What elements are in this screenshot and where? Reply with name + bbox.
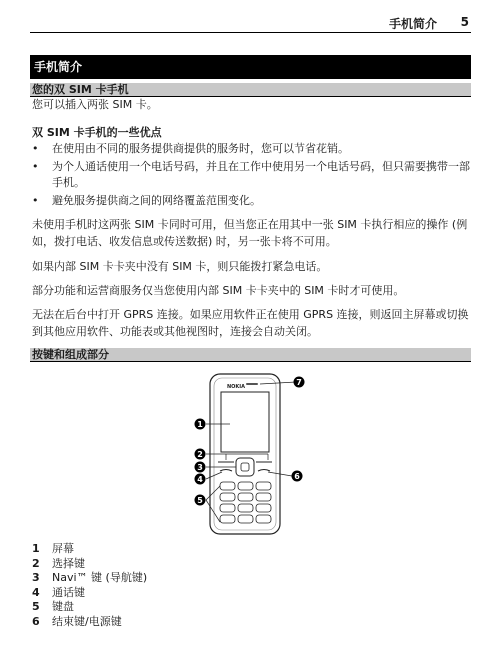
legend-number: 3 (32, 571, 40, 585)
legend-item (32, 571, 147, 586)
paragraph-sim-availability: 未使用手机时这两张 SIM 卡同时可用，但当您正在用其中一张 SIM 卡执行相应的操作 (例如，拨打电话、收发信息或传送数据) 时，另一张卡将不可用。 (32, 218, 468, 248)
section-title-dual-sim: 您的双 SIM 卡手机 (30, 83, 471, 97)
legend-number: 6 (32, 614, 40, 628)
bullet-text: 为个人通话使用一个电话号码，并且在工作中使用另一个电话号码，但只需要携带一部手机。 (52, 160, 470, 189)
legend-number: 2 (32, 556, 40, 570)
legend-label: 屏幕 (52, 542, 74, 555)
bullet-dot: • (32, 160, 39, 173)
callout-6 (292, 471, 303, 482)
page-header (30, 14, 471, 33)
svg-text:2: 2 (197, 450, 203, 459)
legend-item (32, 557, 147, 572)
legend-item (32, 586, 147, 601)
svg-text:3: 3 (197, 463, 203, 472)
header-title: 手机简介 (388, 17, 437, 31)
callout-7 (294, 377, 305, 388)
legend-label: 选择键 (52, 556, 85, 570)
bullet-dot: • (32, 194, 39, 207)
legend-label: 结束键/电源键 (52, 614, 122, 628)
bullet-item (32, 141, 472, 157)
bullet-text: 在使用由不同的服务提供商提供的服务时，您可以节省花销。 (52, 142, 349, 155)
legend-item (32, 615, 147, 630)
page-number: 5 (460, 15, 469, 29)
paragraph-gprs: 无法在后台中打开 GPRS 连接。如果应用软件正在使用 GPRS 连接，则返回主屏幕或切换到其他应用软件、功能表或其他视图时，连接会自动关闭。 (32, 308, 469, 338)
advantages-heading: 双 SIM 卡手机的一些优点 (32, 126, 162, 139)
legend-label: 键盘 (52, 600, 74, 614)
legend-number: 5 (32, 600, 40, 614)
svg-text:1: 1 (197, 420, 203, 429)
callout-1 (195, 419, 206, 430)
bullet-dot: • (32, 142, 39, 155)
bullet-text: 避免服务提供商之间的网络覆盖范围变化。 (52, 194, 261, 207)
svg-text:4: 4 (197, 475, 203, 484)
legend-item (32, 600, 147, 615)
legend-label: 通话键 (52, 585, 85, 599)
phone-diagram (190, 372, 310, 536)
bullet-item (32, 159, 472, 191)
svg-text:5: 5 (197, 496, 203, 505)
svg-text:6: 6 (294, 472, 300, 481)
paragraph-operator-services: 部分功能和运营商服务仅当您使用内部 SIM 卡卡夹中的 SIM 卡时才可使用。 (32, 284, 405, 297)
section-title-keys: 按键和组成部分 (30, 348, 471, 362)
earpiece (246, 383, 258, 385)
chapter-title: 手机简介 (30, 55, 471, 79)
phone-screen (221, 392, 269, 452)
dual-sim-text: 您可以插入两张 SIM 卡。 (32, 98, 158, 111)
phone-brand: NOKIA (226, 384, 246, 390)
svg-text:7: 7 (296, 378, 302, 387)
parts-legend (32, 542, 147, 630)
callout-3 (195, 462, 206, 473)
paragraph-emergency: 如果内部 SIM 卡卡夹中没有 SIM 卡，则只能拨打紧急电话。 (32, 260, 328, 273)
legend-item (32, 542, 147, 557)
legend-number: 4 (32, 585, 40, 599)
bullet-item (32, 193, 472, 209)
callout-2 (195, 449, 206, 460)
legend-number: 1 (32, 542, 40, 555)
callout-4 (195, 474, 206, 485)
callout-5 (195, 495, 206, 506)
legend-label: Navi™ 键 (导航键) (52, 571, 148, 585)
